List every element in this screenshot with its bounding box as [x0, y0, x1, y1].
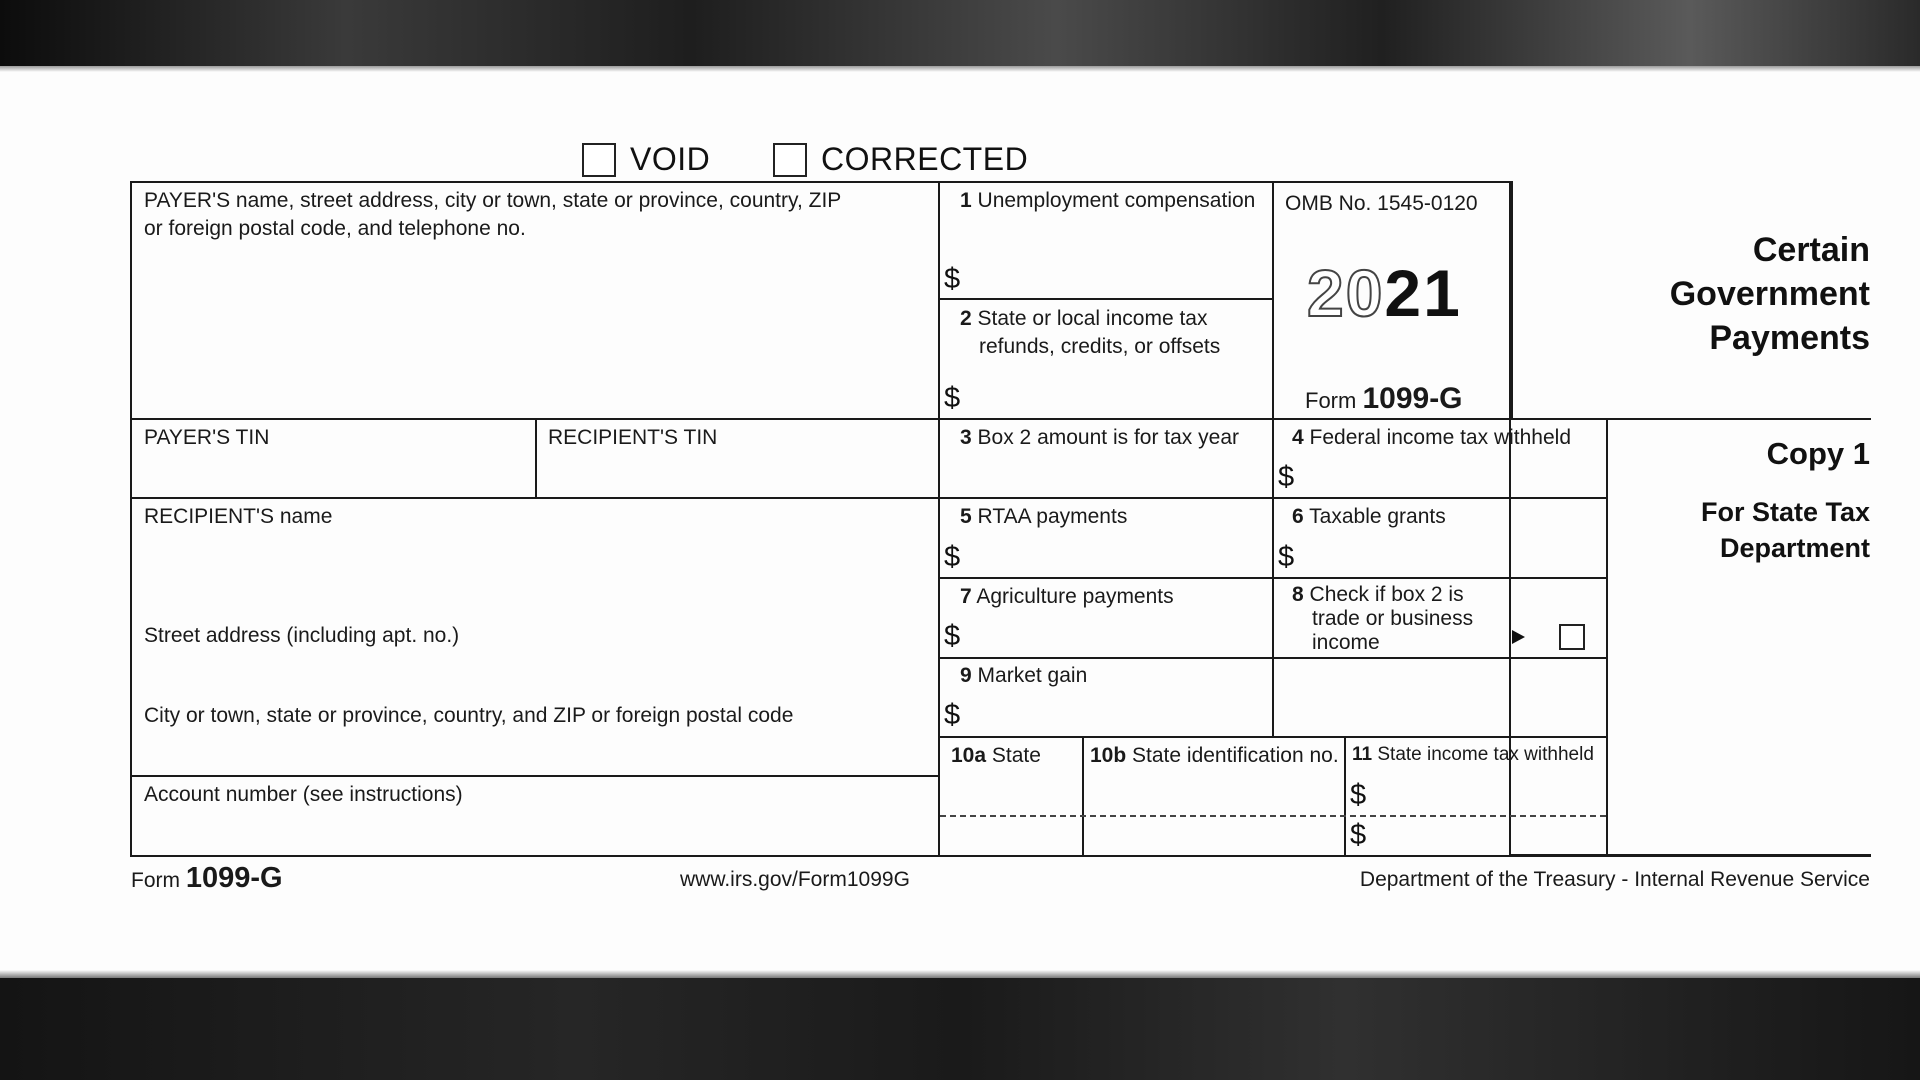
box4-field[interactable] [1304, 452, 1604, 496]
recipient-tin-label: RECIPIENT'S TIN [548, 426, 718, 449]
box10b-label: 10b State identification no. [1090, 744, 1339, 767]
box6-dollar: $ [1278, 541, 1295, 573]
corrected-checkbox[interactable] [773, 143, 807, 177]
corrected-label: CORRECTED [821, 141, 1029, 177]
box5-dollar: $ [944, 541, 961, 573]
top-dark-band [0, 0, 1920, 66]
box11-field-1[interactable] [1374, 770, 1604, 814]
box10a-label: 10a State [951, 744, 1041, 767]
box10b-field-1[interactable] [1086, 770, 1342, 814]
box5-field[interactable] [970, 532, 1270, 576]
tax-year: 2021 [1307, 256, 1462, 330]
box10b-field-2[interactable] [1086, 818, 1342, 854]
box9-label: 9 Market gain [960, 664, 1088, 687]
box8-label-line2: trade or business [1312, 607, 1474, 630]
box5-label: 5 RTAA payments [960, 505, 1128, 528]
copy-number: Copy 1 [1766, 436, 1870, 471]
recipient-tin-field[interactable] [538, 452, 936, 496]
recipient-name-field[interactable] [132, 532, 936, 612]
city-field[interactable] [132, 730, 936, 774]
omb-form-name: Form 1099-G [1305, 382, 1463, 415]
box7-dollar: $ [944, 620, 961, 652]
box11-field-2[interactable] [1374, 818, 1604, 854]
payer-tin-label: PAYER'S TIN [144, 426, 270, 449]
box1-field[interactable] [970, 250, 1270, 296]
payer-name-label-line1: PAYER'S name, street address, city or town, state or province, country, ZIP [144, 189, 842, 212]
street-address-field[interactable] [132, 650, 936, 700]
box2-dollar: $ [944, 382, 961, 414]
box1-dollar: $ [944, 263, 961, 295]
payer-name-label-line2: or foreign postal code, and telephone no. [144, 217, 526, 240]
footer-url: www.irs.gov/Form1099G [680, 868, 910, 891]
box8-label-line1: 8 Check if box 2 is [1292, 583, 1464, 606]
box2-label-line2: refunds, credits, or offsets [979, 335, 1221, 358]
box7-field[interactable] [970, 612, 1270, 656]
box1-label: 1 Unemployment compensation [960, 189, 1256, 212]
box10a-field-2[interactable] [942, 818, 1080, 854]
account-number-label: Account number (see instructions) [144, 783, 463, 806]
city-label: City or town, state or province, country, and ZIP or foreign postal code [144, 704, 794, 727]
box2-label-line1: 2 State or local income tax [960, 307, 1208, 330]
box3-label: 3 Box 2 amount is for tax year [960, 426, 1239, 449]
payer-tin-field[interactable] [132, 452, 534, 496]
arrow-right-icon [1512, 630, 1525, 644]
box2-field[interactable] [970, 366, 1270, 416]
copy-description: For State Tax Department [1700, 497, 1870, 563]
box7-label: 7 Agriculture payments [960, 585, 1174, 608]
box9-field[interactable] [970, 690, 1270, 734]
omb-number: OMB No. 1545-0120 [1285, 192, 1478, 215]
box6-label: 6 Taxable grants [1292, 505, 1446, 528]
void-label: VOID [630, 141, 711, 177]
footer-agency: Department of the Treasury - Internal Revenue Service [1359, 868, 1870, 891]
box3-field[interactable] [942, 452, 1270, 496]
footer-form-name: Form 1099-G [131, 862, 283, 894]
payer-name-field[interactable] [132, 245, 936, 415]
account-number-field[interactable] [132, 810, 936, 854]
box11-dollar-1: $ [1350, 779, 1367, 811]
void-checkbox[interactable] [582, 143, 616, 177]
bottom-dark-band [0, 978, 1920, 1080]
box11-label: 11 State income tax withheld [1352, 744, 1594, 765]
recipient-name-label: RECIPIENT'S name [144, 505, 333, 528]
form-title: Certain Government Payments [1669, 231, 1870, 357]
street-address-label: Street address (including apt. no.) [144, 624, 460, 647]
box8-label-line3: income [1312, 631, 1380, 654]
box9-dollar: $ [944, 699, 961, 731]
box11-dollar-2: $ [1350, 819, 1367, 851]
box4-dollar: $ [1278, 461, 1295, 493]
box10a-field-1[interactable] [942, 770, 1080, 814]
box4-label: 4 Federal income tax withheld [1292, 426, 1571, 449]
box8-checkbox[interactable] [1559, 624, 1585, 650]
box6-field[interactable] [1304, 532, 1604, 576]
